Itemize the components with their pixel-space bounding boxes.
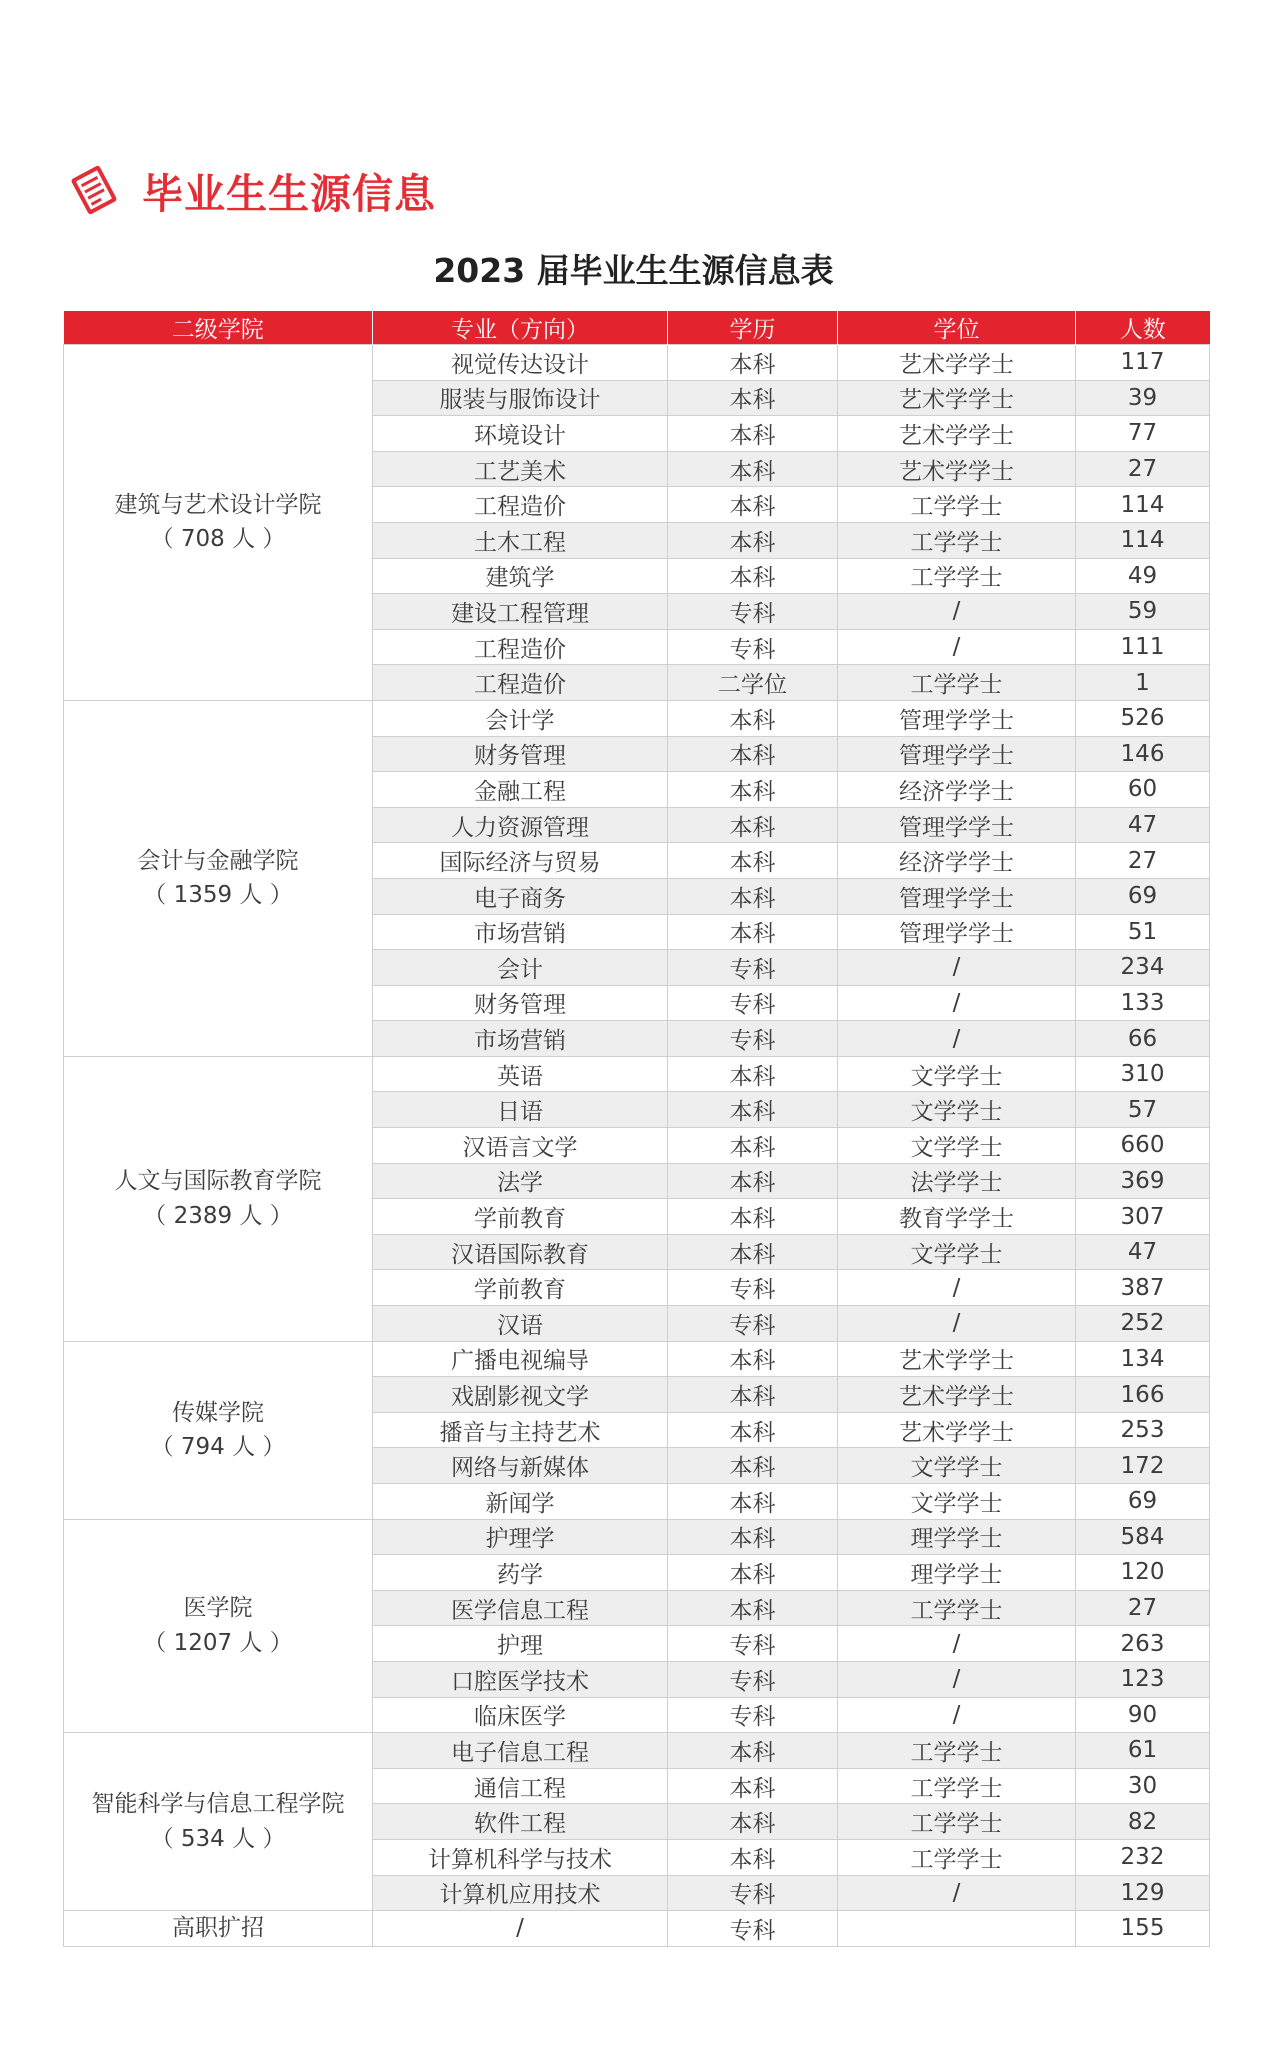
column-header: 学历 [668, 311, 838, 345]
education-cell: 本科 [668, 1234, 838, 1270]
college-cell [64, 1341, 373, 1519]
degree-cell: 工学学士 [838, 1804, 1076, 1840]
count-cell: 77 [1076, 416, 1210, 452]
education-cell: 本科 [668, 1128, 838, 1164]
degree-cell: / [838, 629, 1076, 665]
major-cell: 市场营销 [373, 914, 668, 950]
degree-cell: 理学学士 [838, 1555, 1076, 1591]
count-cell: 117 [1076, 345, 1210, 381]
graduate-source-table [63, 311, 1210, 1947]
education-cell: 本科 [668, 700, 838, 736]
count-cell: 27 [1076, 451, 1210, 487]
degree-cell: 工学学士 [838, 487, 1076, 523]
degree-cell: 经济学学士 [838, 843, 1076, 879]
count-cell: 60 [1076, 772, 1210, 808]
degree-cell: 艺术学学士 [838, 1377, 1076, 1413]
college-name: 传媒学院 [172, 1399, 264, 1426]
count-cell: 166 [1076, 1377, 1210, 1413]
education-cell: 本科 [668, 1377, 838, 1413]
degree-cell: 工学学士 [838, 558, 1076, 594]
degree-cell: 工学学士 [838, 1839, 1076, 1875]
column-header: 学位 [838, 311, 1076, 345]
major-cell: 电子信息工程 [373, 1733, 668, 1769]
education-cell: 专科 [668, 1911, 838, 1947]
count-cell: 123 [1076, 1661, 1210, 1697]
count-cell: 146 [1076, 736, 1210, 772]
degree-cell: 管理学学士 [838, 736, 1076, 772]
table-header-row [64, 311, 1210, 345]
degree-cell: 法学学士 [838, 1163, 1076, 1199]
degree-cell: 艺术学学士 [838, 1412, 1076, 1448]
major-cell: 金融工程 [373, 772, 668, 808]
college-count: （ 1359 人 ） [143, 882, 293, 909]
major-cell: 工程造价 [373, 487, 668, 523]
degree-cell: / [838, 1697, 1076, 1733]
count-cell: 134 [1076, 1341, 1210, 1377]
major-cell: 英语 [373, 1056, 668, 1092]
education-cell: 二学位 [668, 665, 838, 701]
degree-cell: / [838, 1626, 1076, 1662]
count-cell: 61 [1076, 1733, 1210, 1769]
major-cell: 会计 [373, 950, 668, 986]
college-name: 人文与国际教育学院 [114, 1168, 322, 1195]
degree-cell: 文学学士 [838, 1484, 1076, 1520]
degree-cell: / [838, 1661, 1076, 1697]
major-cell: 戏剧影视文学 [373, 1377, 668, 1413]
table-row [64, 1056, 1210, 1092]
major-cell: 口腔医学技术 [373, 1661, 668, 1697]
education-cell: 专科 [668, 1875, 838, 1911]
education-cell: 专科 [668, 985, 838, 1021]
table-row [64, 700, 1210, 736]
column-header: 专业（方向） [373, 311, 668, 345]
college-cell [64, 345, 373, 701]
count-cell: 30 [1076, 1768, 1210, 1804]
document-list-icon [66, 162, 122, 218]
major-cell: 学前教育 [373, 1199, 668, 1235]
education-cell: 本科 [668, 1519, 838, 1555]
degree-cell: 工学学士 [838, 522, 1076, 558]
major-cell: 通信工程 [373, 1768, 668, 1804]
degree-cell: 文学学士 [838, 1056, 1076, 1092]
count-cell: 27 [1076, 1590, 1210, 1626]
education-cell: 本科 [668, 1768, 838, 1804]
education-cell: 专科 [668, 1270, 838, 1306]
count-cell: 90 [1076, 1697, 1210, 1733]
degree-cell: 工学学士 [838, 665, 1076, 701]
education-cell: 本科 [668, 1733, 838, 1769]
education-cell: 专科 [668, 594, 838, 630]
education-cell: 本科 [668, 772, 838, 808]
degree-cell: 艺术学学士 [838, 345, 1076, 381]
major-cell: 法学 [373, 1163, 668, 1199]
count-cell: 47 [1076, 807, 1210, 843]
major-cell: 环境设计 [373, 416, 668, 452]
college-cell: 高职扩招 [64, 1911, 373, 1947]
degree-cell: 艺术学学士 [838, 451, 1076, 487]
major-cell: 播音与主持艺术 [373, 1412, 668, 1448]
education-cell: 本科 [668, 1056, 838, 1092]
major-cell: 财务管理 [373, 985, 668, 1021]
major-cell: 工程造价 [373, 665, 668, 701]
college-name: 会计与金融学院 [137, 847, 299, 874]
degree-cell: / [838, 1306, 1076, 1342]
education-cell: 本科 [668, 345, 838, 381]
table-row [64, 345, 1210, 381]
education-cell: 本科 [668, 1163, 838, 1199]
college-count: （ 708 人 ） [150, 526, 286, 553]
degree-cell: 文学学士 [838, 1128, 1076, 1164]
education-cell: 本科 [668, 1199, 838, 1235]
education-cell: 本科 [668, 736, 838, 772]
college-count: （ 794 人 ） [150, 1434, 286, 1461]
count-cell: 234 [1076, 950, 1210, 986]
college-cell [64, 700, 373, 1056]
count-cell: 1 [1076, 665, 1210, 701]
count-cell: 69 [1076, 1484, 1210, 1520]
education-cell: 本科 [668, 522, 838, 558]
major-cell: 市场营销 [373, 1021, 668, 1057]
degree-cell: 文学学士 [838, 1448, 1076, 1484]
count-cell: 253 [1076, 1412, 1210, 1448]
education-cell: 专科 [668, 1697, 838, 1733]
education-cell: 本科 [668, 451, 838, 487]
major-cell: 工程造价 [373, 629, 668, 665]
college-name: 建筑与艺术设计学院 [114, 491, 322, 518]
count-cell: 69 [1076, 878, 1210, 914]
college-name: 智能科学与信息工程学院 [91, 1791, 345, 1818]
major-cell: 工艺美术 [373, 451, 668, 487]
major-cell: 财务管理 [373, 736, 668, 772]
major-cell: 汉语言文学 [373, 1128, 668, 1164]
degree-cell: 教育学学士 [838, 1199, 1076, 1235]
section-header [66, 160, 436, 220]
count-cell: 66 [1076, 1021, 1210, 1057]
count-cell: 155 [1076, 1911, 1210, 1947]
degree-cell: 工学学士 [838, 1733, 1076, 1769]
degree-cell: 文学学士 [838, 1234, 1076, 1270]
education-cell: 本科 [668, 807, 838, 843]
education-cell: 专科 [668, 1306, 838, 1342]
degree-cell: 经济学学士 [838, 772, 1076, 808]
major-cell: 网络与新媒体 [373, 1448, 668, 1484]
education-cell: 专科 [668, 950, 838, 986]
education-cell: 本科 [668, 1555, 838, 1591]
degree-cell: 管理学学士 [838, 700, 1076, 736]
major-cell: 计算机应用技术 [373, 1875, 668, 1911]
education-cell: 专科 [668, 1661, 838, 1697]
degree-cell: 管理学学士 [838, 807, 1076, 843]
education-cell: 本科 [668, 1804, 838, 1840]
count-cell: 252 [1076, 1306, 1210, 1342]
major-cell: 建筑学 [373, 558, 668, 594]
count-cell: 82 [1076, 1804, 1210, 1840]
major-cell: 临床医学 [373, 1697, 668, 1733]
major-cell: 人力资源管理 [373, 807, 668, 843]
table-row [64, 1519, 1210, 1555]
count-cell: 114 [1076, 522, 1210, 558]
degree-cell: / [838, 950, 1076, 986]
college-count: （ 534 人 ） [150, 1825, 286, 1852]
count-cell: 369 [1076, 1163, 1210, 1199]
major-cell: 计算机科学与技术 [373, 1839, 668, 1875]
major-cell: 建设工程管理 [373, 594, 668, 630]
college-cell [64, 1519, 373, 1733]
degree-cell: 工学学士 [838, 1590, 1076, 1626]
count-cell: 59 [1076, 594, 1210, 630]
count-cell: 49 [1076, 558, 1210, 594]
education-cell: 本科 [668, 1448, 838, 1484]
education-cell: 本科 [668, 843, 838, 879]
education-cell: 专科 [668, 629, 838, 665]
column-header: 人数 [1076, 311, 1210, 345]
education-cell: 专科 [668, 1021, 838, 1057]
major-cell: 药学 [373, 1555, 668, 1591]
table-title: 2023 届毕业生生源信息表 [433, 251, 834, 290]
degree-cell: 艺术学学士 [838, 416, 1076, 452]
section-title: 毕业生生源信息 [142, 169, 436, 218]
major-cell: 日语 [373, 1092, 668, 1128]
degree-cell: 艺术学学士 [838, 380, 1076, 416]
degree-cell: / [838, 1270, 1076, 1306]
education-cell: 本科 [668, 487, 838, 523]
degree-cell: 管理学学士 [838, 914, 1076, 950]
count-cell: 114 [1076, 487, 1210, 523]
count-cell: 39 [1076, 380, 1210, 416]
education-cell: 本科 [668, 1484, 838, 1520]
education-cell: 本科 [668, 878, 838, 914]
count-cell: 263 [1076, 1626, 1210, 1662]
degree-cell: / [838, 1875, 1076, 1911]
major-cell: 国际经济与贸易 [373, 843, 668, 879]
major-cell: / [373, 1911, 668, 1947]
education-cell: 本科 [668, 1839, 838, 1875]
degree-cell [838, 1911, 1076, 1947]
count-cell: 660 [1076, 1128, 1210, 1164]
major-cell: 会计学 [373, 700, 668, 736]
count-cell: 133 [1076, 985, 1210, 1021]
education-cell: 本科 [668, 914, 838, 950]
table-row [64, 1733, 1210, 1769]
degree-cell: 理学学士 [838, 1519, 1076, 1555]
major-cell: 学前教育 [373, 1270, 668, 1306]
column-header: 二级学院 [64, 311, 373, 345]
major-cell: 服装与服饰设计 [373, 380, 668, 416]
education-cell: 本科 [668, 380, 838, 416]
major-cell: 电子商务 [373, 878, 668, 914]
degree-cell: 文学学士 [838, 1092, 1076, 1128]
count-cell: 47 [1076, 1234, 1210, 1270]
major-cell: 护理学 [373, 1519, 668, 1555]
count-cell: 307 [1076, 1199, 1210, 1235]
major-cell: 广播电视编导 [373, 1341, 668, 1377]
education-cell: 本科 [668, 1590, 838, 1626]
count-cell: 310 [1076, 1056, 1210, 1092]
education-cell: 本科 [668, 1092, 838, 1128]
major-cell: 护理 [373, 1626, 668, 1662]
major-cell: 汉语国际教育 [373, 1234, 668, 1270]
degree-cell: / [838, 1021, 1076, 1057]
major-cell: 汉语 [373, 1306, 668, 1342]
count-cell: 120 [1076, 1555, 1210, 1591]
degree-cell: / [838, 594, 1076, 630]
count-cell: 387 [1076, 1270, 1210, 1306]
count-cell: 27 [1076, 843, 1210, 879]
college-cell [64, 1733, 373, 1911]
count-cell: 57 [1076, 1092, 1210, 1128]
education-cell: 本科 [668, 1412, 838, 1448]
education-cell: 本科 [668, 416, 838, 452]
count-cell: 232 [1076, 1839, 1210, 1875]
count-cell: 129 [1076, 1875, 1210, 1911]
college-count: （ 2389 人 ） [143, 1202, 293, 1229]
major-cell: 视觉传达设计 [373, 345, 668, 381]
table-row-footer [64, 1911, 1210, 1947]
degree-cell: 管理学学士 [838, 878, 1076, 914]
major-cell: 医学信息工程 [373, 1590, 668, 1626]
count-cell: 172 [1076, 1448, 1210, 1484]
education-cell: 本科 [668, 1341, 838, 1377]
college-cell [64, 1056, 373, 1341]
college-count: （ 1207 人 ） [143, 1629, 293, 1656]
degree-cell: / [838, 985, 1076, 1021]
count-cell: 526 [1076, 700, 1210, 736]
table-row [64, 1341, 1210, 1377]
count-cell: 51 [1076, 914, 1210, 950]
education-cell: 本科 [668, 558, 838, 594]
count-cell: 111 [1076, 629, 1210, 665]
major-cell: 土木工程 [373, 522, 668, 558]
education-cell: 专科 [668, 1626, 838, 1662]
major-cell: 软件工程 [373, 1804, 668, 1840]
degree-cell: 工学学士 [838, 1768, 1076, 1804]
major-cell: 新闻学 [373, 1484, 668, 1520]
degree-cell: 艺术学学士 [838, 1341, 1076, 1377]
count-cell: 584 [1076, 1519, 1210, 1555]
college-name: 医学院 [183, 1595, 253, 1622]
